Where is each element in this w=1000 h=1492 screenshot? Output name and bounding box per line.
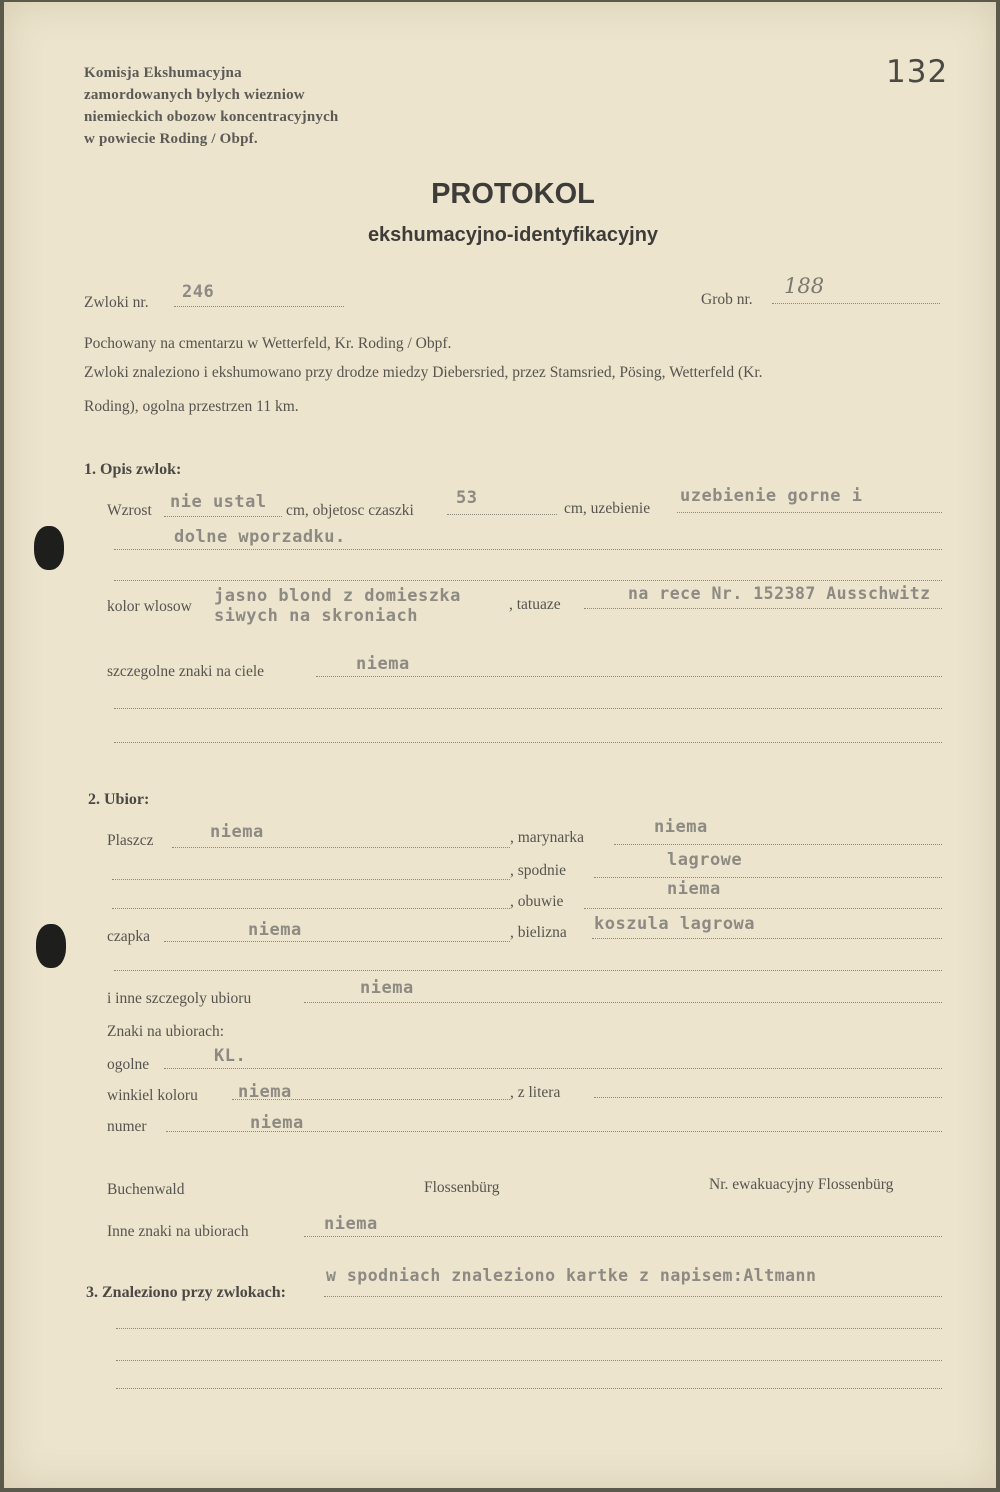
marynarka-value: niema [654, 817, 708, 837]
spodnie-line [594, 877, 942, 878]
znaki-cialo-line-3 [114, 742, 942, 743]
document-page [4, 2, 996, 1488]
section-3-value: w spodniach znaleziono kartke z napisem:Altmann [326, 1266, 817, 1285]
inne-znaki-value: niema [324, 1214, 378, 1234]
tatuaze-line [584, 608, 942, 609]
document-title: PROTOKOL [431, 178, 595, 210]
marynarka-label: , marynarka [510, 829, 585, 846]
header-line-3: niemieckich obozow koncentracyjnych [84, 109, 339, 125]
section-1-heading: 1. Opis zwlok: [84, 461, 182, 478]
marynarka-line [614, 844, 942, 845]
section-3-line [324, 1296, 942, 1297]
obuwie-line [584, 908, 942, 909]
ewakuacyjny-label: Nr. ewakuacyjny Flossenbürg [709, 1176, 894, 1193]
section-2-heading: 2. Ubior: [88, 791, 150, 808]
spodnie-label: , spodnie [510, 862, 566, 879]
zwloki-label: Zwloki nr. [84, 294, 149, 311]
grob-line [772, 303, 940, 304]
inne-szczegoly-label: i inne szczegoly ubioru [107, 990, 252, 1007]
czapka-label: czapka [107, 928, 151, 945]
numer-label: numer [107, 1118, 147, 1135]
znaki-cialo-line [316, 676, 942, 677]
punch-hole-upper [34, 526, 64, 570]
bielizna-label: , bielizna [510, 924, 567, 941]
plaszcz-value: niema [210, 822, 264, 842]
obuwie-label: , obuwie [510, 893, 564, 910]
header-line-2: zamordowanych bylych wiezniow [84, 87, 305, 103]
section-3-heading: 3. Znaleziono przy zwlokach: [86, 1284, 286, 1301]
uzebienie-label: cm, uzebienie [564, 500, 651, 517]
tatuaze-label: , tatuaze [509, 596, 561, 613]
section-3-line-2 [116, 1328, 942, 1329]
page-number: 132 [886, 54, 949, 90]
uzebienie-line-2 [114, 549, 942, 550]
flossenburg-label: Flossenbürg [424, 1179, 500, 1196]
litera-label: , z litera [510, 1084, 561, 1101]
czapka-line [164, 941, 510, 942]
znaki-cialo-line-2 [114, 708, 942, 709]
czaszka-line [447, 514, 557, 515]
ogolne-value: KL. [214, 1046, 247, 1066]
inne-znaki-line [304, 1236, 942, 1237]
buchenwald-label: Buchenwald [107, 1181, 185, 1198]
kolor-label: kolor wlosow [107, 598, 192, 615]
intro-line-3: Roding), ogolna przestrzen 11 km. [84, 398, 299, 415]
winkiel-label: winkiel koloru [107, 1087, 198, 1104]
tatuaze-value: na rece Nr. 152387 Ausschwitz [628, 584, 931, 603]
header-line-4: w powiecie Roding / Obpf. [84, 131, 258, 147]
znaki-ubiorach-heading: Znaki na ubiorach: [107, 1023, 225, 1040]
grob-label: Grob nr. [701, 291, 753, 308]
wzrost-value: nie ustal [170, 492, 267, 512]
section-3-line-4 [116, 1388, 942, 1389]
czapka-value: niema [248, 920, 302, 940]
inne-znaki-label: Inne znaki na ubiorach [107, 1223, 249, 1240]
ogolne-label: ogolne [107, 1056, 150, 1073]
ogolne-line [164, 1068, 942, 1069]
znaki-cialo-label: szczegolne znaki na ciele [107, 663, 265, 680]
section-3-line-3 [116, 1360, 942, 1361]
intro-line-2: Zwloki znaleziono i ekshumowano przy drodze miedzy Diebersried, przez Stamsried, Pösing, Wetterfeld (Kr. [84, 364, 763, 381]
document-subtitle: ekshumacyjno-identyfikacyjny [367, 224, 659, 246]
litera-line [594, 1097, 942, 1098]
czaszka-label: cm, objetosc czaszki [286, 502, 414, 519]
inne-szczegoly-value: niema [360, 978, 414, 998]
plaszcz-line [172, 847, 510, 848]
uzebienie-line [677, 512, 942, 513]
section1-blank-line [114, 580, 942, 581]
kolor-value-2: siwych na skroniach [214, 606, 418, 626]
uzebienie-value-2: dolne wporzadku. [174, 527, 346, 547]
plaszcz-line-2 [112, 879, 510, 880]
spodnie-value: lagrowe [667, 850, 743, 870]
numer-value: niema [250, 1113, 304, 1133]
uzebienie-value-1: uzebienie gorne i [680, 486, 863, 506]
grob-value: 188 [784, 274, 825, 298]
plaszcz-line-3 [112, 908, 510, 909]
zwloki-value: 246 [182, 282, 215, 302]
bielizna-value: koszula lagrowa [594, 914, 756, 934]
inne-szczegoly-line [304, 1002, 942, 1003]
wzrost-line [164, 516, 282, 517]
intro-line-1: Pochowany na cmentarzu w Wetterfeld, Kr. Roding / Obpf. [84, 335, 452, 352]
obuwie-value: niema [667, 879, 721, 899]
kolor-value-1: jasno blond z domieszka [214, 586, 461, 606]
znaki-cialo-value: niema [356, 654, 410, 674]
zwloki-line [174, 306, 344, 307]
wzrost-label: Wzrost [107, 502, 152, 519]
plaszcz-label: Plaszcz [107, 832, 154, 849]
czaszka-value: 53 [456, 488, 478, 508]
header-line-1: Komisja Ekshumacyjna [84, 65, 242, 81]
winkiel-value: niema [238, 1082, 292, 1102]
ubior-blank-line [114, 970, 942, 971]
punch-hole-lower [36, 924, 66, 968]
bielizna-line [592, 938, 942, 939]
